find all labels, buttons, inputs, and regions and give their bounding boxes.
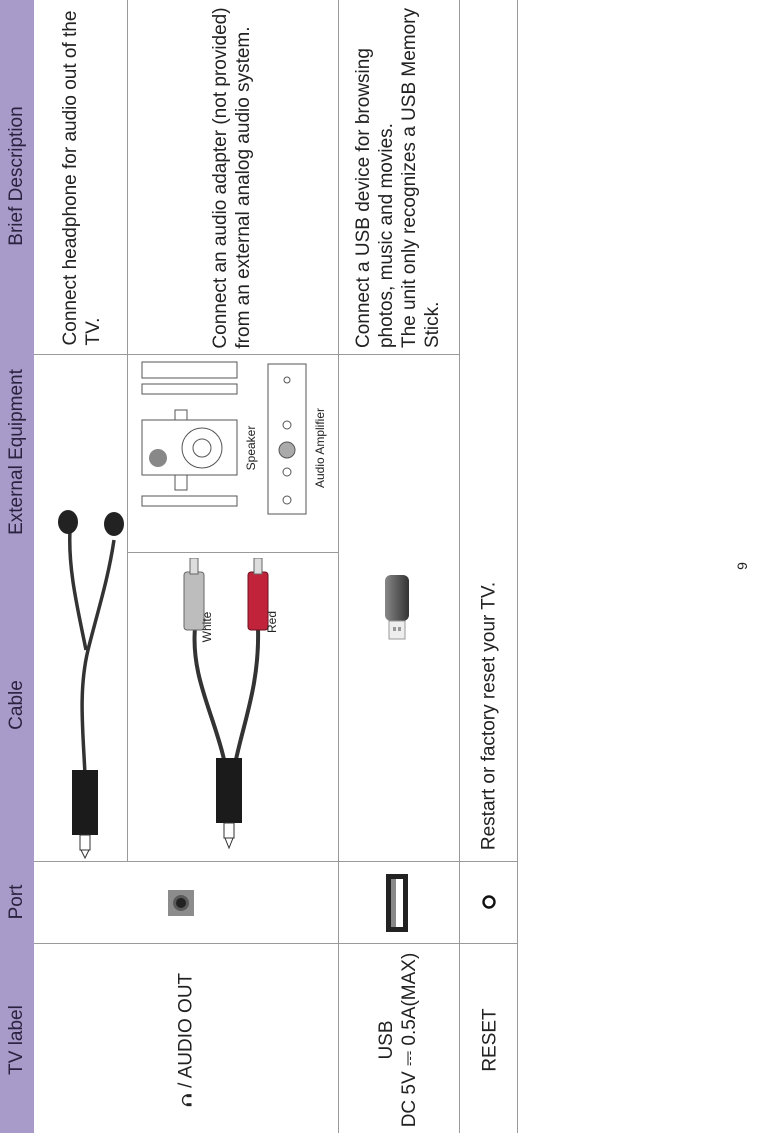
description-reset: Restart or factory reset your TV. <box>478 581 500 851</box>
headphone-icon <box>179 1093 193 1107</box>
cable-label-white: White <box>200 611 214 643</box>
page-number: 9 <box>734 562 750 570</box>
header-external-equipment: External Equipment <box>6 369 27 535</box>
header-port: Port <box>6 884 27 920</box>
header-tv-label: TV label <box>6 1005 27 1075</box>
usb-port-icon <box>386 874 408 932</box>
description-usb: Connect a USB device for browsing photos, music and movies. The unit only recognizes a USB Memory Stick. <box>353 7 443 349</box>
equipment-label-speaker: Speaker <box>244 425 258 471</box>
reset-button-icon <box>481 894 497 910</box>
tv-label-audio-out: / AUDIO OUT <box>175 973 198 1107</box>
header-cable: Cable <box>6 680 27 730</box>
cable-label-red: Red <box>265 610 279 634</box>
usb-stick-icon <box>384 575 410 641</box>
equipment-label-audio-amplifier: Audio Amplifier <box>313 407 327 489</box>
tv-label-reset: RESET <box>479 1008 501 1072</box>
description-audio-out: Connect an audio adapter (not provided) from an external analog audio system. <box>210 7 254 349</box>
description-headphone: Connect headphone for audio out of the TV. <box>60 10 104 346</box>
audio-jack-port-icon <box>168 890 194 916</box>
speaker-amplifier-icon <box>140 360 310 520</box>
headphone-cable-icon <box>58 500 128 860</box>
tv-label-usb: USB DC 5V ⎓ 0.5A(MAX) <box>376 952 420 1128</box>
header-brief-description: Brief Description <box>6 106 27 246</box>
rca-cable-icon <box>180 558 270 858</box>
